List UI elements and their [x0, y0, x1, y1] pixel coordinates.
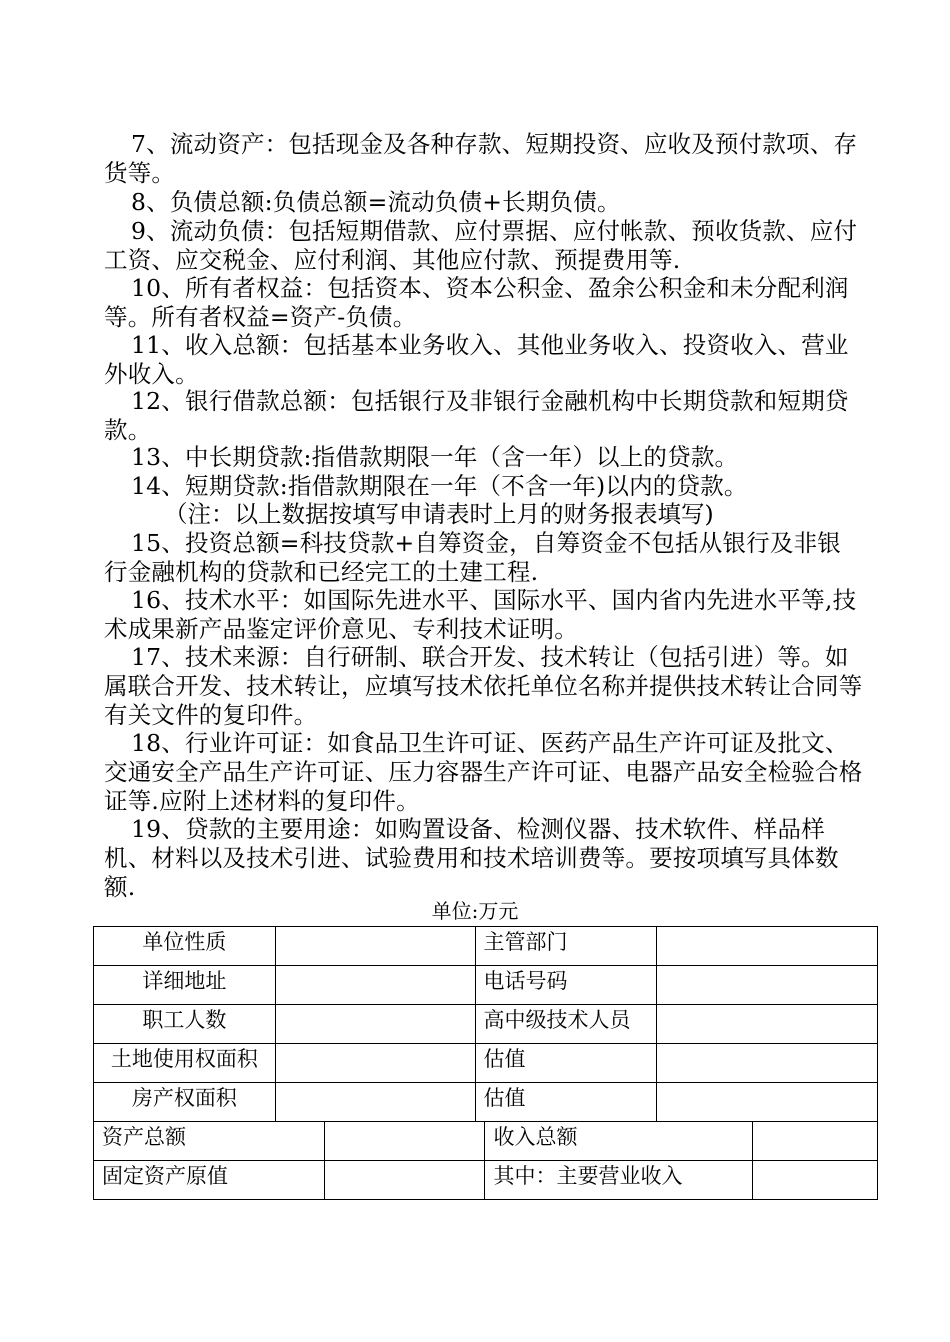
table-input-cell[interactable] — [275, 1005, 475, 1044]
table-input-cell[interactable] — [657, 1083, 878, 1122]
table-label-cell: 高中级技术人员 — [475, 1005, 657, 1044]
paragraph-10: 10、所有者权益：包括资本、资本公积金、盈余公积金和未分配利润等。所有者权益=资产-负债。 — [104, 274, 849, 331]
table-label-cell: 收入总额 — [485, 1122, 753, 1161]
table-input-cell[interactable] — [275, 1044, 475, 1083]
unit-label: 单位:万元 — [431, 899, 519, 923]
table-row — [94, 1005, 878, 1044]
paragraph-19: 19、贷款的主要用途：如购置设备、检测仪器、技术软件、样品样机、材料以及技术引进、试验费用和技术培训费等。要按项填写具体数额. — [104, 815, 839, 901]
company-info-table — [93, 926, 878, 1122]
paragraph-12: 12、银行借款总额：包括银行及非银行金融机构中长期贷款和短期贷款。 — [104, 387, 849, 444]
table-input-cell[interactable] — [657, 1044, 878, 1083]
paragraph-14: 14、短期贷款:指借款期限在一年（不含一年)以内的贷款。 — [131, 472, 748, 500]
table-label-cell: 土地使用权面积 — [94, 1044, 276, 1083]
paragraph-8: 8、负债总额:负债总额=流动负债+长期负债。 — [131, 188, 621, 216]
note-text: （注：以上数据按填写申请表时上月的财务报表填写) — [164, 500, 714, 528]
table-row — [94, 1161, 878, 1200]
table-label-cell: 其中：主要营业收入 — [485, 1161, 753, 1200]
table-input-cell[interactable] — [324, 1122, 485, 1161]
table-label-cell: 房产权面积 — [94, 1083, 276, 1122]
financial-table — [93, 1121, 878, 1200]
table-input-cell[interactable] — [275, 1083, 475, 1122]
table-input-cell[interactable] — [753, 1161, 878, 1200]
paragraph-9: 9、流动负债：包括短期借款、应付票据、应付帐款、预收货款、应付工资、应交税金、应付利润、其他应付款、预提费用等. — [104, 217, 858, 274]
table-input-cell[interactable] — [657, 1005, 878, 1044]
table-label-cell: 单位性质 — [94, 927, 276, 966]
table-input-cell[interactable] — [753, 1122, 878, 1161]
paragraph-16: 16、技术水平：如国际先进水平、国际水平、国内省内先进水平等,技术成果新产品鉴定评价意见、专利技术证明。 — [104, 586, 857, 643]
table-label-cell: 职工人数 — [94, 1005, 276, 1044]
table-input-cell[interactable] — [657, 927, 878, 966]
table-label-cell: 主管部门 — [475, 927, 657, 966]
paragraph-11: 11、收入总额：包括基本业务收入、其他业务收入、投资收入、营业外收入。 — [104, 331, 849, 388]
paragraph-7: 7、流动资产：包括现金及各种存款、短期投资、应收及预付款项、存货等。 — [104, 130, 858, 187]
table-input-cell[interactable] — [657, 966, 878, 1005]
table-row — [94, 1122, 878, 1161]
table-row — [94, 1083, 878, 1122]
table-input-cell[interactable] — [275, 966, 475, 1005]
paragraph-13: 13、中长期贷款:指借款期限一年（含一年）以上的贷款。 — [131, 443, 739, 471]
paragraph-18: 18、行业许可证：如食品卫生许可证、医药产品生产许可证及批文、交通安全产品生产许可证、压力容器生产许可证、电器产品安全检验合格证等.应附上述材料的复印件。 — [104, 729, 863, 815]
table-label-cell: 电话号码 — [475, 966, 657, 1005]
table-label-cell: 固定资产原值 — [94, 1161, 325, 1200]
table-label-cell: 估值 — [475, 1083, 657, 1122]
table-input-cell[interactable] — [324, 1161, 485, 1200]
table-label-cell: 资产总额 — [94, 1122, 325, 1161]
table-label-cell: 详细地址 — [94, 966, 276, 1005]
table-input-cell[interactable] — [275, 927, 475, 966]
table-row — [94, 927, 878, 966]
table-row — [94, 1044, 878, 1083]
table-row — [94, 966, 878, 1005]
paragraph-17: 17、技术来源：自行研制、联合开发、技术转让（包括引进）等。如属联合开发、技术转让，应填写技术依托单位名称并提供技术转让合同等有关文件的复印件。 — [104, 643, 863, 729]
paragraph-15: 15、投资总额=科技贷款+自筹资金，自筹资金不包括从银行及非银行金融机构的贷款和已经完工的土建工程. — [104, 529, 841, 586]
table-label-cell: 估值 — [475, 1044, 657, 1083]
